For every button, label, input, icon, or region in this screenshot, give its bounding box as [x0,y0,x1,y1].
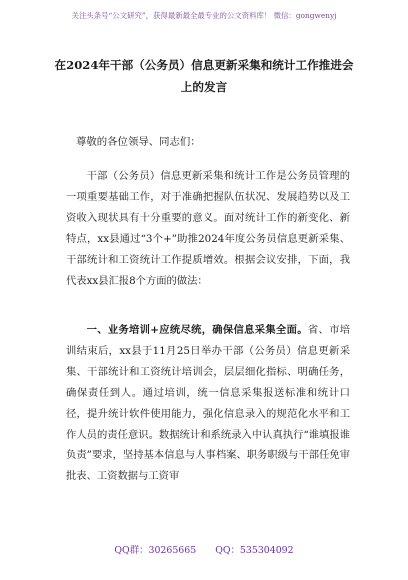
header-note: 关注头条号“公文研究”，获得最新最全最专业的公文资料库！ 微信：gongwenyj [71,11,337,20]
footer-contact [0,542,408,556]
paragraph-text: 省、市培训结束后，xx县于11月25日举办干部（公务员）信息更新采集、干部统计和工资统计培训会，层层细化指标、明确任务，确保责任到人。通过培训，统一信息采集报送标准和统计口径，提升统计软件使用能力，强化信息录入的规范化水平和工作人员的责任意识。数据统计和系统录入中认真执行“谁填报谁负责”要求，坚持基本信息与人事档案、职务职级与干部任免审批表、工资数据与工资审 [66,324,350,483]
salutation: 尊敬的各位领导、同志们： [76,136,201,148]
qq-number: QQ：535304092 [215,545,294,556]
paragraph-text: 干部（公务员）信息更新采集和统计工作是公务员管理的一项重要基础工作，对于准确把握队伍状况、发展趋势以及工资收入现状具有十分重要的意义。面对统计工作的新变化、新特点，xx县通过“3个+”助推2024年度公务员信息更新采集、干部统计和工资统计工作提质增效。根据会议安排，下面，我代表xx县汇报8个方面的做法： [66,170,350,287]
qq-group-number: QQ群：30265665 [114,545,197,556]
body-paragraph-2 [66,320,350,487]
section-heading: 一、业务培训+应统尽统，确保信息采集全面。 [86,324,308,336]
page-title: 在2024年干部（公务员）信息更新采集和统计工作推进会上的发言 [54,58,354,94]
body-paragraph-1 [66,166,350,291]
